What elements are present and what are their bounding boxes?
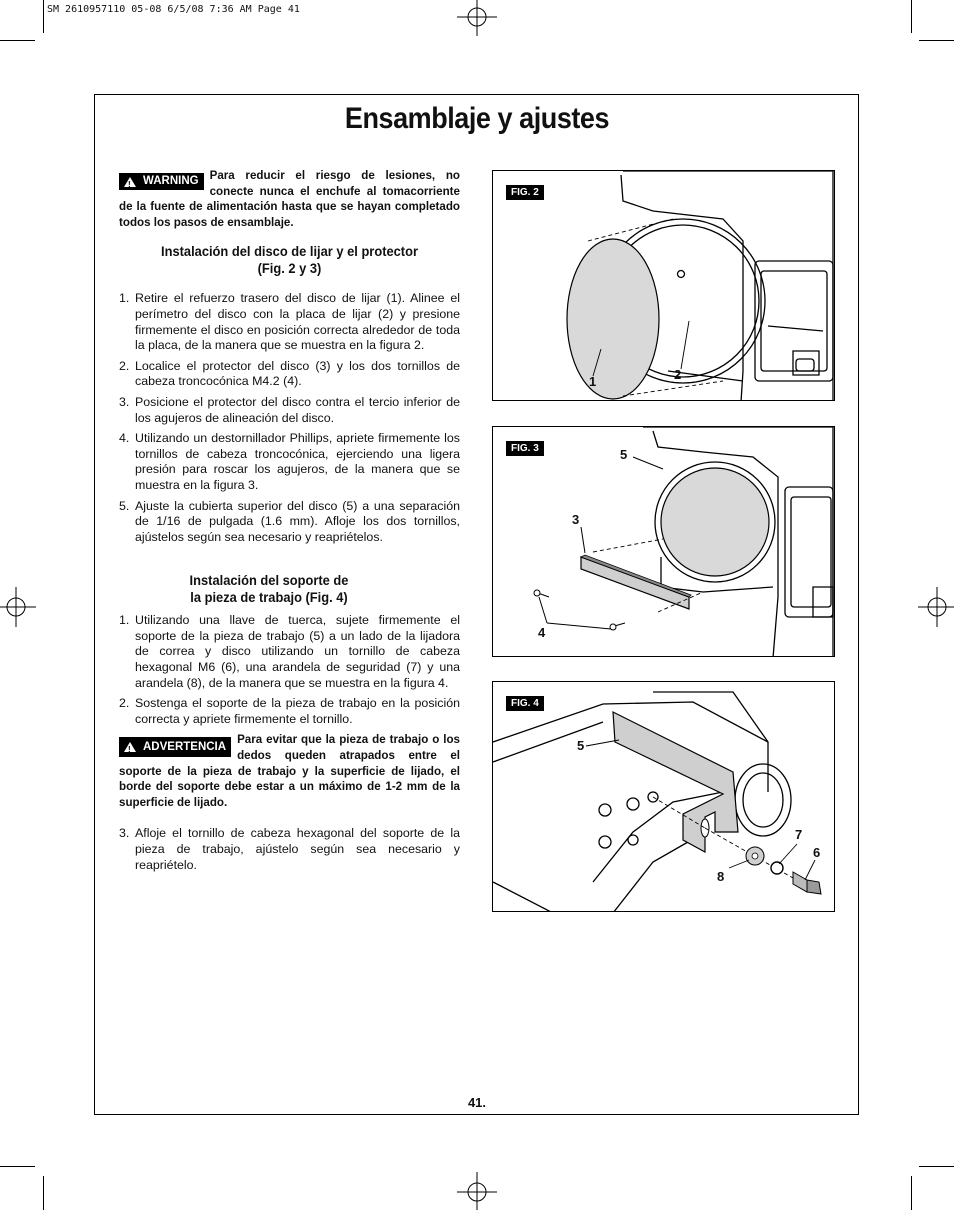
figure-tag: FIG. 3 [506,441,544,456]
list-item [119,291,460,353]
figure-tag: FIG. 2 [506,185,544,200]
list-item [119,395,460,426]
list-item [119,499,460,546]
step-text: Sostenga el soporte de la pieza de trabajo en la posición correcta y apriete firmemente el tornillo. [135,696,460,726]
support-steps-list [119,613,460,727]
disc-steps-list [119,291,460,545]
crop-mark [0,1166,35,1167]
step-text: Utilizando un destornillador Phillips, apriete firmemente los tornillos de cabeza troncocónica, ejerciendo una ligera presión para roscar los agujeros, de la manera que se muestra en la figura 3. [135,431,460,492]
advertencia-block [119,732,460,810]
warning-triangle-icon [124,177,136,187]
step-number: 5. [119,498,130,513]
page-number: 41. [467,1095,487,1110]
crop-mark [919,1166,954,1167]
registration-mark-left [0,585,36,629]
print-slug: SM 2610957110 05-08 6/5/08 7:36 AM Page 41 [47,4,300,15]
step-number: 2. [119,358,130,373]
warning-text: Para reducir el riesgo de lesiones, no conecte nunca el enchufe al tomacorriente de la fuente de alimentación hasta que se hayan completado todos los pasos de ensamblaje. [119,169,460,229]
section-heading-line: Instalación del disco de lijar y el protector [161,243,418,260]
callout-label: 2 [674,367,682,382]
callout-label: 1 [589,374,597,389]
step-number: 3. [119,394,130,409]
figure-2-illustration [493,171,835,401]
callout-label: 7 [795,827,803,842]
registration-mark-right [918,585,954,629]
list-item [119,431,460,493]
section-heading-line: Instalación del soporte de [189,572,349,589]
list-item [119,613,460,691]
step-text: Retire el refuerzo trasero del disco de lijar (1). Alinee el perímetro del disco con la placa de lijar (2) y presione firmemente el disco en posición correcta alrededor de toda la placa, de la manera que se muestra en la figura 2. [135,291,460,353]
left-column [119,168,460,878]
callout-label: 3 [572,512,580,527]
crop-mark [0,40,35,41]
step-text: Utilizando una llave de tuerca, sujete firmemente el soporte de la pieza de trabajo (5) a un lado de la lijadora de correa y disco utilizando un tornillo de cabeza hexagonal M6 (6), una arandela de seguridad (7) y una arandela (8), de la manera que se muestra en la figura 4. [135,613,460,690]
warning-block [119,168,460,230]
list-item [119,359,460,390]
callout-label: 5 [577,738,585,753]
step-number: 4. [119,431,130,446]
figure-3-illustration [493,427,835,657]
advertencia-badge-label: ADVERTENCIA [143,740,227,753]
warning-badge [119,173,204,190]
step-text: Localice el protector del disco (3) y los dos tornillos de cabeza troncocónica M4.2 (4). [135,358,460,389]
figure-tag: FIG. 4 [506,696,544,711]
step-number: 1. [119,291,130,306]
figure-3 [492,426,835,657]
crop-mark [919,40,954,41]
step-number: 1. [119,613,130,628]
warning-triangle-icon [124,742,136,752]
registration-mark-top [455,0,499,36]
section-heading-line: (Fig. 2 y 3) [257,260,322,277]
figure-4-illustration [493,682,835,912]
advertencia-text: Para evitar que la pieza de trabajo o los dedos queden atrapados entre el soporte de la pieza de trabajo y la superficie de lijado, el borde del soporte debe estar a un máximo de 1-2 mm de la superficie de lijado. [119,733,460,809]
step-text: Posicione el protector del disco contra el tercio inferior de los agujeros de alineación del disco. [135,394,460,425]
callout-label: 5 [620,447,628,462]
section-heading-line: la pieza de trabajo (Fig. 4) [190,589,348,606]
page-title: Ensamblaje y ajustes [344,102,610,135]
list-item [119,826,460,873]
crop-mark [43,1176,44,1210]
callout-label: 8 [717,869,725,884]
figure-4 [492,681,835,912]
advertencia-badge [119,737,231,757]
callout-label: 6 [813,845,821,860]
list-item [119,696,460,727]
figure-2 [492,170,835,401]
crop-mark [911,1176,912,1210]
warning-badge-label: WARNING [143,174,199,187]
callout-label: 4 [538,625,546,640]
section-heading-support [113,572,426,606]
registration-mark-bottom [455,1172,499,1210]
support-step3-list [119,826,460,873]
step-number: 3. [119,826,130,841]
crop-mark [911,0,912,33]
section-heading-disc [133,243,447,277]
crop-mark [43,0,44,33]
step-text: Ajuste la cubierta superior del disco (5) a una separación de 1/16 de pulgada (1.6 mm). Afloje los dos tornillos, ajústelos según sea necesario y reapriételos. [135,498,460,544]
step-text: Afloje el tornillo de cabeza hexagonal del soporte de la pieza de trabajo, ajústelo según sea necesario y reapriételo. [135,826,460,872]
step-number: 2. [119,696,130,711]
